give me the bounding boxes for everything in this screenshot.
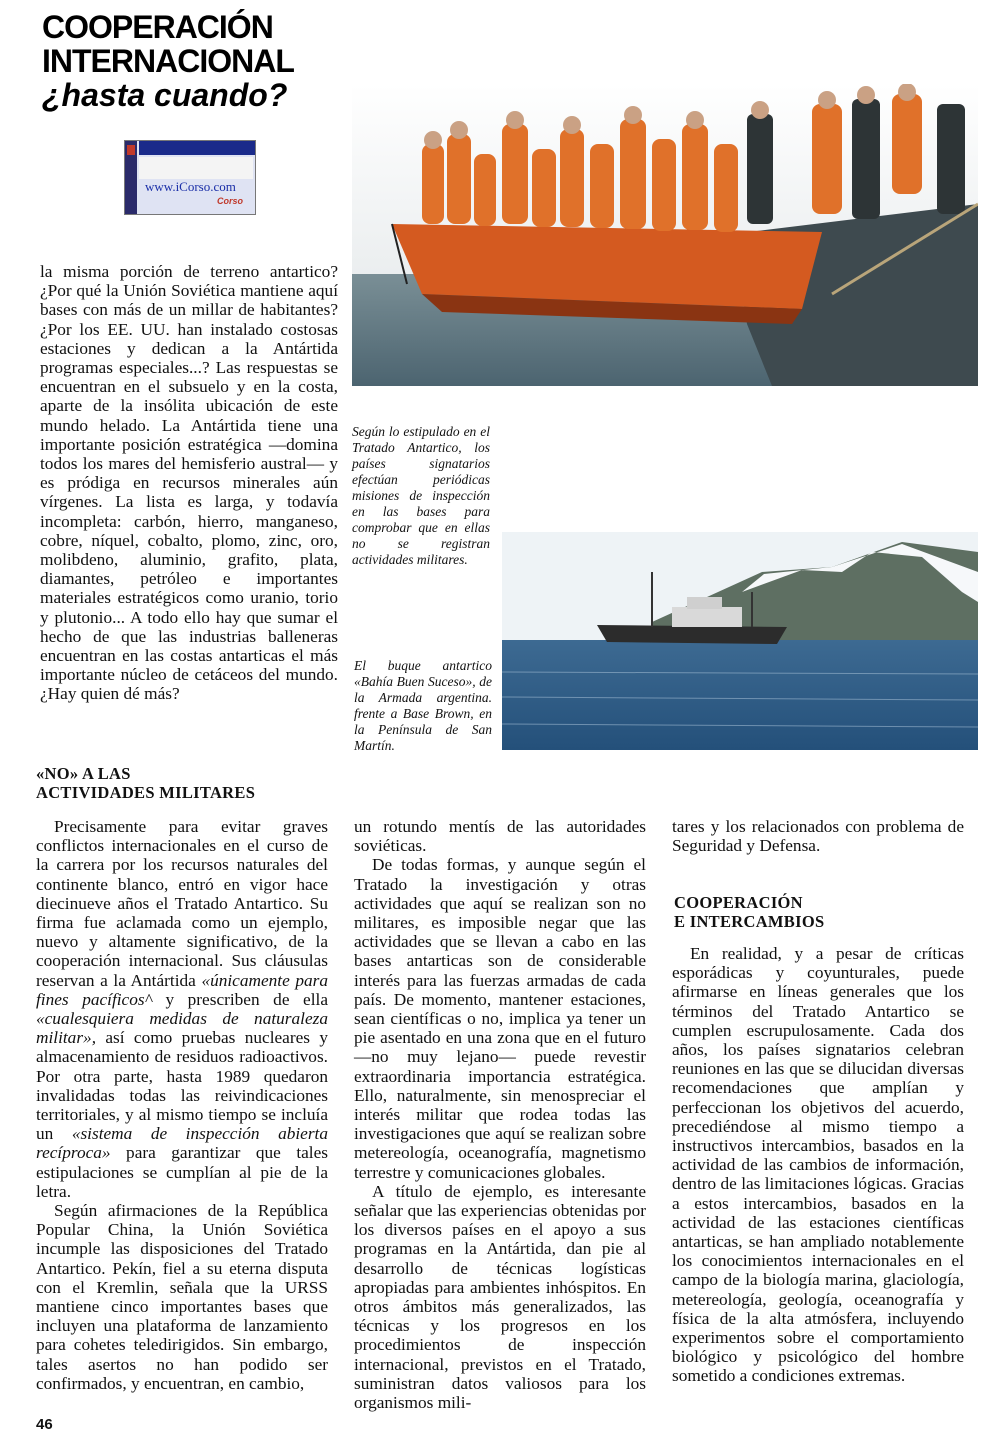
heading-line: «NO» A LAS [36,764,131,783]
thumbnail-logo [127,145,135,155]
ship-image [502,532,978,750]
article-title [42,10,362,112]
lifeboat-image [352,84,978,386]
caption-lifeboat: Según lo estipulado en el Tratado Antartico, los países signatarios efectúan periódicas misiones de inspección en las bases para comprobar que en ellas no se registran actividades militares. [352,424,490,567]
paragraph: un rotundo mentís de las autoridades soviéticas. [354,817,646,856]
title-line-2: INTERNACIONAL [42,43,294,79]
quote: «cualesquiera medidas de naturaleza militar», [36,1009,328,1048]
heading-line: E INTERCAMBIOS [674,912,825,931]
thumbnail-content [139,157,253,179]
page-number: 46 [36,1416,53,1433]
paragraph: En realidad, y a pesar de críticas esporádicas y coyunturales, puede afirmarse en líneas generales que los términos del Tratado Antartico se cumplen escrupulosamente. Cada dos años, los países signatarios celebran reuniones en las que se dilucidan diversas recomendaciones que amplían y perfeccionan los objetivos del acuerdo, precediéndose al mismo tiempo a instructivos intercambios, basados en la actividad de las cambios de información, dentro de las limitaciones lógicas. Gracias a estos intercambios, basados en la actividad de las estaciones científicas antarticas, se han ampliado notablemente los conocimientos internacionales en el campo de la biología marina, glaciología, metereología, geología, oceanografía y física de la alta atmósfera, incluyendo experimentos sobre el comportamiento biológico y psicológico del hombre sometido a condiciones extremas. [672,944,964,1386]
paragraph [36,817,328,1201]
thumbnail-header [139,141,255,155]
quote: «únicamente para fines pacíficos^ [36,970,328,1009]
column-1-intro [40,262,338,704]
thumbnail-site-url: www.iCorso.com [145,179,236,194]
column-3-body [672,944,964,1386]
paragraph: la misma porción de terreno antartico? ¿Por qué la Unión Soviética mantiene aquí bases con más de un millar de habitantes? ¿Por los EE. UU. han instalado costosas estaciones y dedican a la Antártida programas especiales...? Las respuestas se encuentran en el subsuelo y en la costa, aparte de la insólita ubicación de este mundo helado. La Antártida tiene una importante posición estratégica —domina todos los mares del hemisferio austral— y es pródiga en recursos minerales aún vírgenes. La lista es larga, y todavía incompleta: carbón, hierro, manganeso, cobre, níquel, cobalto, plomo, zinc, oro, molibdeno, aluminio, grafito, plata, diamantes, petróleo e importantes materiales estratégicos como uranio, torio y plutonio... A todo ello hay que sumar el hecho de que las industrias balleneras encuentran en las costas antarticas el más importante núcleo de cetáceos del mundo. ¿Hay quien dé más? [40,262,338,704]
text-run: y prescriben de ella [151,989,328,1009]
paragraph: De todas formas, y aunque según el Tratado la investigación y otras actividades que aquí se realizan son no militares, es imposible negar que las actividades que se llevan a cabo en las bases antarticas son de considerable interés para las fuerzas armadas de cada país. De momento, mantener estaciones, sean científicas o no, implica ya tener un pie asentado en una zona que en el futuro —no muy lejano— puede revestir extraordinaria importancia estratégica. Ello, naturalmente, sin menospreciar el interés militar que rodea todas las investigaciones que aquí se realizan sobre metereología, oceanografía, magnetismo terrestre y comunicaciones globales. [354,855,646,1182]
section-heading-military [36,764,336,802]
caption-ship: El buque antartico «Bahía Buen Suceso», de la Armada argentina. frente a Base Brown, en la Península de San Martín. [354,658,492,753]
section-heading-cooperation [674,893,966,931]
photo-ship [502,532,978,750]
column-3-intro [672,817,964,855]
text-run: para garantizar que tales estipulaciones se cumplían al pie de la letra. [36,1143,328,1201]
website-thumbnail [124,140,256,215]
quote: «sistema de inspección abierta recíproca» [36,1124,328,1163]
column-2-body [354,817,646,1412]
heading-line: COOPERACIÓN [674,893,803,912]
column-1-body [36,817,328,1393]
text-run: Precisamente para evitar graves conflictos internacionales en el curso de la carrera por los recursos naturales del continente blanco, entró en vigor hace diecinueve años el Tratado Antartico. Su firma fue aclamada como un ejemplo, nuevo y altamente significativo, de la cooperación internacional. Sus cláusulas reservan a la Antártida [36,817,328,990]
thumbnail-brand: Corso [217,196,244,206]
text-run: así como pruebas nucleares y almacenamiento de residuos radioactivos. Por otra parte, hasta 1989 quedaron invalidadas todas las reivindicaciones territoriales, y al mismo tiempo se incluía un [36,1028,328,1144]
title-line-1: COOPERACIÓN [42,9,273,45]
paragraph: Según afirmaciones de la República Popular China, la Unión Soviética incumple las disposiciones del Tratado Antartico. Pekín, fiel a su eterna disputa con el Kremlin, señala que la URSS mantiene cinco importantes bases que incluyen una plataforma de lanzamiento para cohetes teledirigidos. Sin embargo, tales asertos no han podido ser confirmados, y encuentran, en cambio, [36,1201,328,1393]
heading-line: ACTIVIDADES MILITARES [36,783,256,802]
photo-lifeboat [352,84,978,386]
paragraph: A título de ejemplo, es interesante señalar que las experiencias obtenidas por los diversos países en el apoyo a sus programas en la Antártida, dan pie al desarrollo de técnicas logísticas apropiadas para ambientes inhóspitos. En otros ámbitos más generalizados, las técnicas y los progresos en los procedimientos de inspección internacional, previstos en el Tratado, suministran datos valiosos para los organismos mili- [354,1181,646,1413]
paragraph: tares y los relacionados con problema de Seguridad y Defensa. [672,817,964,856]
title-line-3: ¿hasta cuando? [42,77,288,113]
